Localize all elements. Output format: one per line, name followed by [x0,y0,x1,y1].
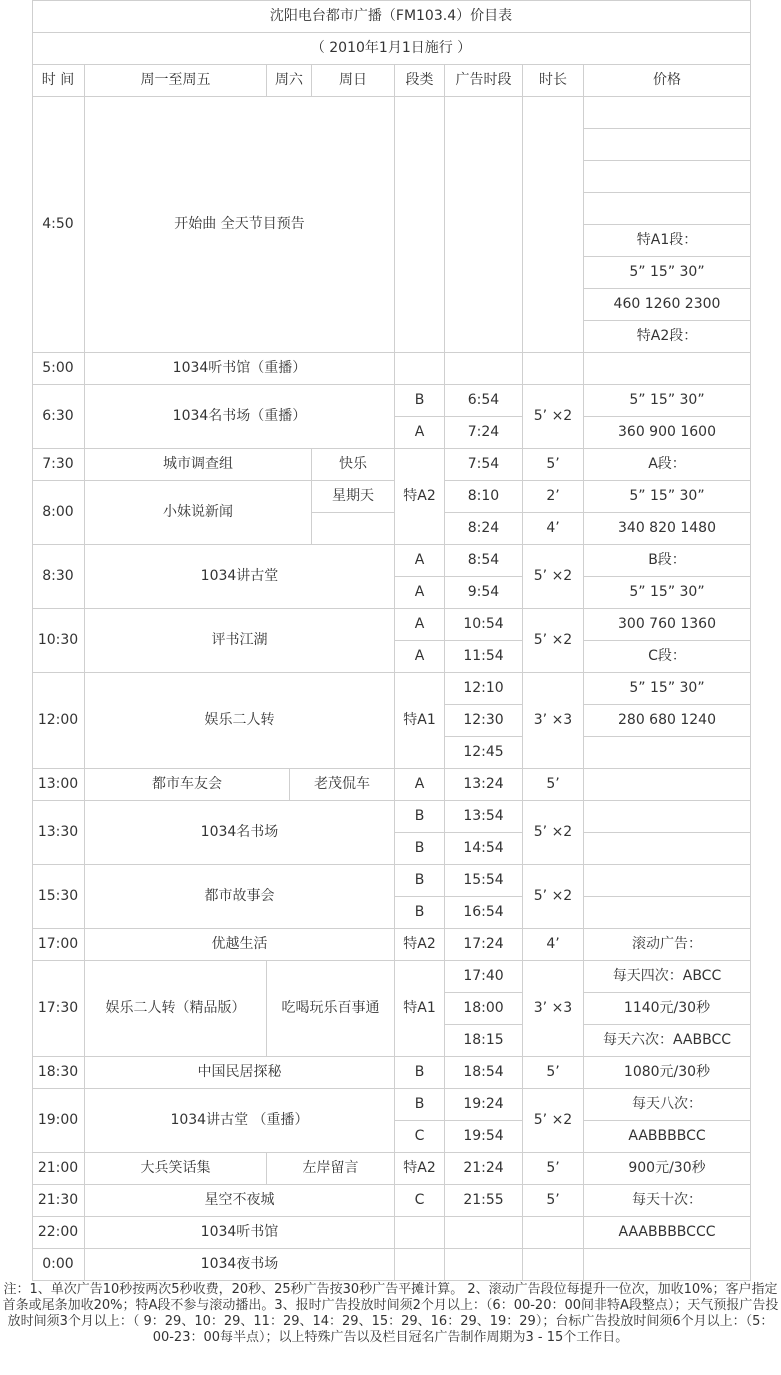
program-cell: 中国民居探秘 [85,1057,395,1089]
slot-cell [445,1249,523,1281]
price-cell: 5” 15” 30” [584,577,751,609]
price-cell: 特A2段： [584,321,751,353]
program-cell: 1034听书馆 [85,1217,395,1249]
time-cell: 12:00 [32,673,85,769]
price-cell: 5” 15” 30” [584,481,751,513]
price-cell: 滚动广告： [584,929,751,961]
time-cell: 0:00 [32,1249,85,1281]
table-subtitle: （ 2010年1月1日施行 ） [32,33,751,65]
header-sat: 周六 [267,65,312,97]
program-cell: 1034夜书场 [85,1249,395,1281]
header-time: 时 间 [32,65,85,97]
slot-cell: 21:24 [445,1153,523,1185]
program-cell: 1034讲古堂 （重播） [85,1089,395,1153]
time-cell: 13:00 [32,769,85,801]
time-cell: 17:30 [32,961,85,1057]
time-cell: 22:00 [32,1217,85,1249]
footnote: 注：1、单次广告10秒按两次5秒收费，20秒、25秒广告按30秒广告平摊计算。 2、滚动广告段位每提升一位次，加收10%；客户指定首条或尾条加收20%；特A段不参与滚动播出。3、报时广告投放时间须2个月以上：（6：00-20：00间非特A段整点）；天气预报广告投放时间须3个月以上：（ 9：29、10：29、11：29、14：29、15：29、16：29、19：29）；台标广告投放时间须6个月以上：（5：00-23：00每半点）；以上特殊广告以及栏目冠名广告制作周期为3 - 15个工作日。 [2,1282,779,1345]
price-cell: 每天八次： [584,1089,751,1121]
slot-cell: 12:10 [445,673,523,705]
slot-cell: 12:30 [445,705,523,737]
slot-cell: 7:54 [445,449,523,481]
duration-cell: 5’ ×2 [523,1089,584,1153]
price-table [32,0,751,1280]
time-cell: 7:30 [32,449,85,481]
duration-cell: 5’ ×2 [523,385,584,449]
program-cell: 吃喝玩乐百事通 [267,961,395,1057]
price-cell: 每天六次：AABBCC [584,1025,751,1057]
slot-cell [445,353,523,385]
slot-cell: 21:55 [445,1185,523,1217]
price-cell [584,801,751,833]
duration-cell: 5’ [523,1153,584,1185]
price-cell: 5” 15” 30” [584,673,751,705]
segment-cell: B [395,385,445,417]
program-cell: 娱乐二人转（精品版） [85,961,267,1057]
program-cell: 大兵笑话集 [85,1153,267,1185]
program-cell: 星空不夜城 [85,1185,395,1217]
header-sun: 周日 [312,65,395,97]
segment-cell: 特A1 [395,673,445,769]
price-cell [584,353,751,385]
price-cell [584,865,751,897]
segment-cell: B [395,1057,445,1089]
duration-cell: 5’ ×2 [523,801,584,865]
duration-cell: 5’ [523,449,584,481]
price-cell: 360 900 1600 [584,417,751,449]
program-cell: 星期天 [312,481,395,513]
price-cell: 900元/30秒 [584,1153,751,1185]
slot-cell: 18:54 [445,1057,523,1089]
duration-cell: 4’ [523,929,584,961]
segment-cell [395,353,445,385]
program-cell: 左岸留言 [267,1153,395,1185]
time-cell: 18:30 [32,1057,85,1089]
segment-cell: 特A1 [395,961,445,1057]
segment-cell: A [395,577,445,609]
price-cell: 每天四次：ABCC [584,961,751,993]
slot-cell: 19:54 [445,1121,523,1153]
slot-cell [445,97,523,353]
slot-cell: 14:54 [445,833,523,865]
slot-cell: 8:10 [445,481,523,513]
segment-cell: B [395,1089,445,1121]
program-cell: 1034名书场（重播） [85,385,395,449]
segment-cell: C [395,1121,445,1153]
program-cell: 优越生活 [85,929,395,961]
program-cell: 1034听书馆（重播） [85,353,395,385]
price-cell: 5” 15” 30” [584,257,751,289]
time-cell: 17:00 [32,929,85,961]
segment-cell: A [395,609,445,641]
slot-cell: 16:54 [445,897,523,929]
price-cell: B段： [584,545,751,577]
slot-cell: 18:15 [445,1025,523,1057]
price-cell: 特A1段： [584,225,751,257]
segment-cell: B [395,897,445,929]
slot-cell: 7:24 [445,417,523,449]
segment-cell: A [395,769,445,801]
program-cell: 都市故事会 [85,865,395,929]
program-cell: 1034讲古堂 [85,545,395,609]
price-cell: 340 820 1480 [584,513,751,545]
price-cell: 1080元/30秒 [584,1057,751,1089]
duration-cell [523,1249,584,1281]
slot-cell: 18:00 [445,993,523,1025]
duration-cell: 5’ ×2 [523,865,584,929]
duration-cell: 3’ ×3 [523,673,584,769]
header-duration: 时长 [523,65,584,97]
price-cell [584,193,751,225]
program-cell: 城市调查组 [85,449,312,481]
slot-cell: 12:45 [445,737,523,769]
segment-cell: C [395,1185,445,1217]
program-cell: 娱乐二人转 [85,673,395,769]
time-cell: 13:30 [32,801,85,865]
price-cell: 300 760 1360 [584,609,751,641]
price-cell [584,833,751,865]
segment-cell: 特A2 [395,1153,445,1185]
price-cell: 1140元/30秒 [584,993,751,1025]
time-cell: 15:30 [32,865,85,929]
duration-cell: 2’ [523,481,584,513]
time-cell: 8:00 [32,481,85,545]
program-cell: 快乐 [312,449,395,481]
slot-cell: 13:54 [445,801,523,833]
price-cell [584,737,751,769]
program-cell-empty [312,513,395,545]
slot-cell [445,1217,523,1249]
segment-cell: 特A2 [395,929,445,961]
time-cell: 4:50 [32,97,85,353]
slot-cell: 13:24 [445,769,523,801]
program-cell: 都市车友会 [85,769,290,801]
time-cell: 19:00 [32,1089,85,1153]
segment-cell: 特A2 [395,449,445,545]
segment-cell: A [395,545,445,577]
slot-cell: 10:54 [445,609,523,641]
time-cell: 8:30 [32,545,85,609]
time-cell: 6:30 [32,385,85,449]
table-title: 沈阳电台都市广播（FM103.4）价目表 [32,0,751,33]
time-cell: 21:30 [32,1185,85,1217]
segment-cell: B [395,865,445,897]
program-cell: 小妹说新闻 [85,481,312,545]
program-cell: 评书江湖 [85,609,395,673]
slot-cell: 17:24 [445,929,523,961]
segment-cell: A [395,417,445,449]
slot-cell: 9:54 [445,577,523,609]
segment-cell: B [395,801,445,833]
segment-cell [395,1249,445,1281]
price-cell [584,769,751,801]
duration-cell [523,353,584,385]
price-cell [584,897,751,929]
price-cell [584,97,751,129]
price-cell: 460 1260 2300 [584,289,751,321]
duration-cell [523,97,584,353]
time-cell: 21:00 [32,1153,85,1185]
segment-cell: A [395,641,445,673]
program-cell: 开始曲 全天节目预告 [85,97,395,353]
slot-cell: 11:54 [445,641,523,673]
time-cell: 10:30 [32,609,85,673]
header-price: 价格 [584,65,751,97]
duration-cell: 5’ [523,1185,584,1217]
price-cell [584,129,751,161]
program-cell: 1034名书场 [85,801,395,865]
header-segment: 段类 [395,65,445,97]
duration-cell: 5’ ×2 [523,609,584,673]
slot-cell: 15:54 [445,865,523,897]
header-weekday: 周一至周五 [85,65,267,97]
price-cell: 每天十次： [584,1185,751,1217]
price-cell [584,1249,751,1281]
duration-cell: 3’ ×3 [523,961,584,1057]
price-cell: AABBBBCC [584,1121,751,1153]
segment-cell [395,97,445,353]
segment-cell: B [395,833,445,865]
price-cell: C段： [584,641,751,673]
header-slot: 广告时段 [445,65,523,97]
time-cell: 5:00 [32,353,85,385]
duration-cell: 4’ [523,513,584,545]
price-cell: 5” 15” 30” [584,385,751,417]
slot-cell: 8:24 [445,513,523,545]
slot-cell: 17:40 [445,961,523,993]
slot-cell: 8:54 [445,545,523,577]
slot-cell: 6:54 [445,385,523,417]
price-cell [584,161,751,193]
duration-cell: 5’ [523,769,584,801]
duration-cell: 5’ [523,1057,584,1089]
program-cell: 老茂侃车 [290,769,395,801]
duration-cell [523,1217,584,1249]
price-cell: AAABBBBCCC [584,1217,751,1249]
segment-cell [395,1217,445,1249]
slot-cell: 19:24 [445,1089,523,1121]
price-cell: A段： [584,449,751,481]
duration-cell: 5’ ×2 [523,545,584,609]
price-cell: 280 680 1240 [584,705,751,737]
